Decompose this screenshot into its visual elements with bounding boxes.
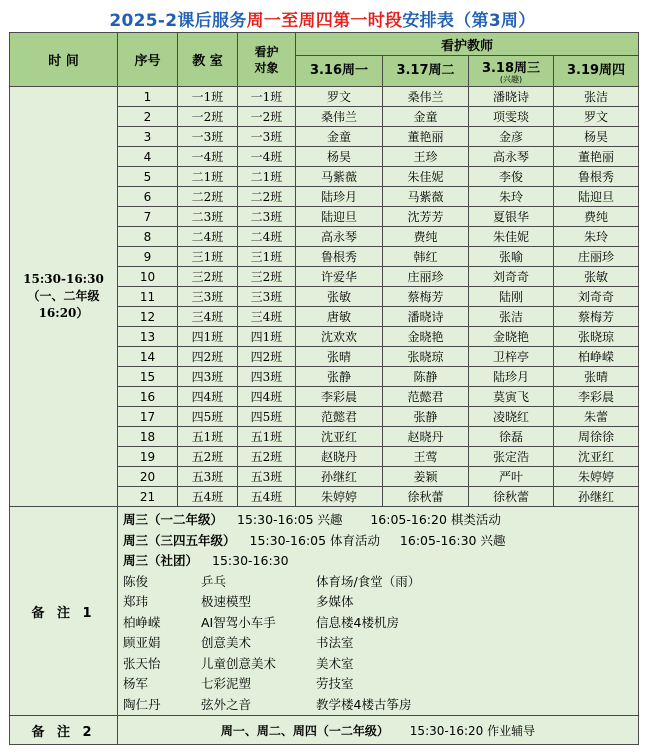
row-teacher: 张敏 bbox=[554, 267, 639, 287]
row-classroom: 三1班 bbox=[178, 247, 238, 267]
row-classroom: 一4班 bbox=[178, 147, 238, 167]
title-part1: 2025-2课后服务 bbox=[109, 11, 247, 31]
row-number: 2 bbox=[118, 107, 178, 127]
row-teacher: 罗文 bbox=[296, 87, 383, 107]
row-teacher: 桑伟兰 bbox=[383, 87, 469, 107]
row-teacher: 许爱华 bbox=[296, 267, 383, 287]
header-care-target bbox=[238, 33, 296, 87]
row-number: 21 bbox=[118, 487, 178, 507]
row-teacher: 夏银华 bbox=[469, 207, 554, 227]
club-name: AI智驾小车手 bbox=[201, 614, 276, 630]
row-classroom: 四3班 bbox=[178, 367, 238, 387]
row-teacher: 潘晓诗 bbox=[383, 307, 469, 327]
row-teacher: 李俊 bbox=[469, 167, 554, 187]
row-classroom: 二1班 bbox=[178, 167, 238, 187]
row-classroom: 一1班 bbox=[178, 87, 238, 107]
row-teacher: 杨昊 bbox=[296, 147, 383, 167]
table-row bbox=[10, 87, 639, 107]
club-item bbox=[123, 572, 633, 593]
row-number: 6 bbox=[118, 187, 178, 207]
club-place: 教学楼4楼古筝房 bbox=[316, 696, 412, 712]
club-name: 弦外之音 bbox=[201, 696, 252, 712]
row-number: 15 bbox=[118, 367, 178, 387]
row-care-target: 四2班 bbox=[238, 347, 296, 367]
row-teacher: 庄丽珍 bbox=[383, 267, 469, 287]
row-teacher: 费纯 bbox=[554, 207, 639, 227]
schedule-rows bbox=[10, 87, 639, 507]
row-teacher: 张敏 bbox=[296, 287, 383, 307]
row-teacher: 朱佳妮 bbox=[469, 227, 554, 247]
row-classroom: 三2班 bbox=[178, 267, 238, 287]
row-care-target: 五4班 bbox=[238, 487, 296, 507]
row-number: 10 bbox=[118, 267, 178, 287]
row-teacher: 庄丽珍 bbox=[554, 247, 639, 267]
row-teacher: 金童 bbox=[383, 107, 469, 127]
row-number: 12 bbox=[118, 307, 178, 327]
note1-line-text: 15:30-16:05 体育活动 16:05-16:30 兴趣 bbox=[249, 532, 506, 548]
row-teacher: 沈亚红 bbox=[296, 427, 383, 447]
club-place: 信息楼4楼机房 bbox=[316, 614, 399, 630]
row-care-target: 四3班 bbox=[238, 367, 296, 387]
row-teacher: 朱婷婷 bbox=[296, 487, 383, 507]
row-care-target: 四1班 bbox=[238, 327, 296, 347]
row-care-target: 二1班 bbox=[238, 167, 296, 187]
row-teacher: 高永琴 bbox=[469, 147, 554, 167]
row-teacher: 马紫薇 bbox=[383, 187, 469, 207]
row-teacher: 徐秋蕾 bbox=[469, 487, 554, 507]
club-place: 体育场/食堂（雨） bbox=[316, 573, 421, 589]
row-care-target: 一1班 bbox=[238, 87, 296, 107]
club-place: 多媒体 bbox=[316, 594, 354, 609]
row-teacher: 项雯琰 bbox=[469, 107, 554, 127]
row-teacher: 张喻 bbox=[469, 247, 554, 267]
row-care-target: 三3班 bbox=[238, 287, 296, 307]
club-teacher: 杨军 bbox=[123, 676, 149, 691]
row-teacher: 陈静 bbox=[383, 367, 469, 387]
club-item bbox=[123, 592, 633, 613]
row-teacher: 金晓艳 bbox=[383, 327, 469, 347]
header-day-thu bbox=[554, 56, 639, 87]
row-teacher: 朱蕾 bbox=[554, 407, 639, 427]
row-care-target: 五1班 bbox=[238, 427, 296, 447]
row-care-target: 五3班 bbox=[238, 467, 296, 487]
row-teacher: 金晓艳 bbox=[469, 327, 554, 347]
row-number: 3 bbox=[118, 127, 178, 147]
row-number: 9 bbox=[118, 247, 178, 267]
row-number: 1 bbox=[118, 87, 178, 107]
row-classroom: 二2班 bbox=[178, 187, 238, 207]
club-place: 美术室 bbox=[316, 655, 354, 671]
row-teacher: 孙继红 bbox=[296, 467, 383, 487]
row-teacher: 王莺 bbox=[383, 447, 469, 467]
row-number: 18 bbox=[118, 427, 178, 447]
row-teacher: 张洁 bbox=[469, 307, 554, 327]
row-teacher: 李彩晨 bbox=[296, 387, 383, 407]
header-care-target-text: 看护对象 bbox=[254, 44, 279, 75]
club-teacher: 柏峥嵘 bbox=[123, 614, 161, 630]
row-teacher: 桑伟兰 bbox=[296, 107, 383, 127]
club-item bbox=[123, 613, 633, 634]
club-item bbox=[123, 695, 633, 716]
club-place: 书法室 bbox=[316, 635, 354, 650]
row-teacher: 李彩晨 bbox=[554, 387, 639, 407]
club-item bbox=[123, 654, 633, 675]
row-teacher: 沈芳芳 bbox=[383, 207, 469, 227]
header-day-tue bbox=[383, 56, 469, 87]
row-teacher: 鲁根秀 bbox=[554, 167, 639, 187]
row-classroom: 一2班 bbox=[178, 107, 238, 127]
row-teacher: 金彦 bbox=[469, 127, 554, 147]
row-teacher: 蔡梅芳 bbox=[554, 307, 639, 327]
row-teacher: 徐磊 bbox=[469, 427, 554, 447]
header-row-1 bbox=[10, 33, 639, 56]
row-care-target: 四5班 bbox=[238, 407, 296, 427]
row-number: 4 bbox=[118, 147, 178, 167]
note2-text: 15:30-16:20 作业辅导 bbox=[409, 723, 536, 738]
header-time: 时 间 bbox=[10, 33, 118, 87]
header-classroom: 教 室 bbox=[178, 33, 238, 87]
row-classroom: 五2班 bbox=[178, 447, 238, 467]
row-teacher: 朱佳妮 bbox=[383, 167, 469, 187]
note1-line-head: 周三（三四五年级） bbox=[123, 532, 236, 548]
row-teacher: 张洁 bbox=[554, 87, 639, 107]
row-teacher: 张晴 bbox=[554, 367, 639, 387]
row-care-target: 三2班 bbox=[238, 267, 296, 287]
note1-line-head: 周三（社团） bbox=[123, 553, 199, 568]
club-item bbox=[123, 633, 633, 654]
row-number: 7 bbox=[118, 207, 178, 227]
time-slot-line3: 16:20） bbox=[38, 306, 89, 320]
day-note: (兴趣) bbox=[499, 74, 523, 84]
row-care-target: 三1班 bbox=[238, 247, 296, 267]
row-teacher: 杨昊 bbox=[554, 127, 639, 147]
row-teacher: 韩红 bbox=[383, 247, 469, 267]
row-teacher: 沈亚红 bbox=[554, 447, 639, 467]
row-care-target: 四4班 bbox=[238, 387, 296, 407]
club-teacher: 陈俊 bbox=[123, 573, 149, 589]
row-number: 8 bbox=[118, 227, 178, 247]
note1-line bbox=[123, 510, 633, 531]
row-care-target: 五2班 bbox=[238, 447, 296, 467]
row-number: 14 bbox=[118, 347, 178, 367]
row-teacher: 莫寅飞 bbox=[469, 387, 554, 407]
row-classroom: 五4班 bbox=[178, 487, 238, 507]
row-number: 11 bbox=[118, 287, 178, 307]
row-teacher: 陆迎旦 bbox=[296, 207, 383, 227]
day-label: 3.17周二 bbox=[396, 63, 455, 78]
row-teacher: 刘奇奇 bbox=[554, 287, 639, 307]
time-slot bbox=[10, 87, 118, 507]
title-part2: 周一至周四第一时段 bbox=[246, 11, 403, 31]
row-teacher: 陆迎旦 bbox=[554, 187, 639, 207]
row-teacher: 张静 bbox=[383, 407, 469, 427]
row-teacher: 蔡梅芳 bbox=[383, 287, 469, 307]
row-teacher: 孙继红 bbox=[554, 487, 639, 507]
row-teacher: 罗文 bbox=[554, 107, 639, 127]
row-care-target: 一4班 bbox=[238, 147, 296, 167]
row-classroom: 四4班 bbox=[178, 387, 238, 407]
header-day-mon bbox=[296, 56, 383, 87]
header-seq: 序号 bbox=[118, 33, 178, 87]
row-number: 17 bbox=[118, 407, 178, 427]
row-teacher: 周徐徐 bbox=[554, 427, 639, 447]
row-classroom: 四1班 bbox=[178, 327, 238, 347]
note2-row bbox=[10, 716, 639, 745]
row-teacher: 张晓琼 bbox=[383, 347, 469, 367]
header-day-wed bbox=[469, 56, 554, 87]
row-teacher: 朱玲 bbox=[554, 227, 639, 247]
club-name: 儿童创意美术 bbox=[201, 655, 277, 671]
club-teacher: 张天怡 bbox=[123, 655, 161, 671]
day-label: 3.19周四 bbox=[566, 63, 626, 78]
club-place: 劳技室 bbox=[316, 676, 354, 691]
note1-row bbox=[10, 507, 639, 716]
row-teacher: 高永琴 bbox=[296, 227, 383, 247]
header-teachers: 看护教师 bbox=[296, 33, 639, 56]
club-item bbox=[123, 674, 633, 695]
club-teacher: 郑玮 bbox=[123, 594, 149, 609]
row-number: 19 bbox=[118, 447, 178, 467]
row-care-target: 二3班 bbox=[238, 207, 296, 227]
row-classroom: 五1班 bbox=[178, 427, 238, 447]
row-teacher: 王珍 bbox=[383, 147, 469, 167]
row-teacher: 张晴 bbox=[296, 347, 383, 367]
row-teacher: 金童 bbox=[296, 127, 383, 147]
row-care-target: 一3班 bbox=[238, 127, 296, 147]
day-label: 3.16周一 bbox=[309, 63, 369, 78]
title-part3: 安排表（第3周） bbox=[402, 11, 536, 31]
note1-line bbox=[123, 551, 633, 572]
row-number: 5 bbox=[118, 167, 178, 187]
row-teacher: 范懿君 bbox=[383, 387, 469, 407]
row-teacher: 马紫薇 bbox=[296, 167, 383, 187]
time-slot-line2: （一、二年级 bbox=[27, 289, 100, 303]
note2-head: 周一、周二、周四（一二年级） bbox=[220, 723, 389, 738]
club-name: 极速模型 bbox=[201, 594, 252, 609]
row-care-target: 二4班 bbox=[238, 227, 296, 247]
note2-content bbox=[118, 716, 639, 745]
row-teacher: 赵晓丹 bbox=[383, 427, 469, 447]
row-teacher: 凌晓红 bbox=[469, 407, 554, 427]
row-teacher: 董艳丽 bbox=[383, 127, 469, 147]
row-teacher: 潘晓诗 bbox=[469, 87, 554, 107]
row-teacher: 唐敏 bbox=[296, 307, 383, 327]
row-classroom: 四5班 bbox=[178, 407, 238, 427]
note1-line-text: 15:30-16:30 bbox=[212, 553, 289, 568]
row-teacher: 陆珍月 bbox=[296, 187, 383, 207]
note1-line-head: 周三（一二年级） bbox=[123, 512, 224, 527]
row-number: 13 bbox=[118, 327, 178, 347]
row-teacher: 朱玲 bbox=[469, 187, 554, 207]
club-name: 七彩泥塑 bbox=[201, 676, 252, 691]
row-teacher: 鲁根秀 bbox=[296, 247, 383, 267]
row-teacher: 张晓琼 bbox=[554, 327, 639, 347]
row-classroom: 二3班 bbox=[178, 207, 238, 227]
note1-line bbox=[123, 531, 633, 552]
note1-line-text: 15:30-16:05 兴趣 16:05-16:20 棋类活动 bbox=[237, 512, 501, 527]
club-name: 创意美术 bbox=[201, 635, 252, 650]
row-classroom: 五3班 bbox=[178, 467, 238, 487]
row-teacher: 陆刚 bbox=[469, 287, 554, 307]
club-teacher: 顾亚娟 bbox=[123, 635, 161, 650]
row-teacher: 张定浩 bbox=[469, 447, 554, 467]
row-teacher: 张静 bbox=[296, 367, 383, 387]
club-name: 乒乓 bbox=[201, 573, 227, 589]
row-teacher: 董艳丽 bbox=[554, 147, 639, 167]
time-slot-line1: 15:30-16:30 bbox=[23, 272, 104, 286]
row-teacher: 卫梓亭 bbox=[469, 347, 554, 367]
row-teacher: 刘奇奇 bbox=[469, 267, 554, 287]
row-teacher: 徐秋蕾 bbox=[383, 487, 469, 507]
row-teacher: 朱婷婷 bbox=[554, 467, 639, 487]
row-teacher: 赵晓丹 bbox=[296, 447, 383, 467]
note1-label: 备 注 1 bbox=[10, 507, 118, 716]
club-teacher: 陶仁丹 bbox=[123, 696, 161, 712]
note1-content bbox=[118, 507, 639, 716]
row-teacher: 范懿君 bbox=[296, 407, 383, 427]
row-teacher: 柏峥嵘 bbox=[554, 347, 639, 367]
row-classroom: 三4班 bbox=[178, 307, 238, 327]
row-care-target: 三4班 bbox=[238, 307, 296, 327]
row-classroom: 二4班 bbox=[178, 227, 238, 247]
row-teacher: 严叶 bbox=[469, 467, 554, 487]
row-care-target: 二2班 bbox=[238, 187, 296, 207]
row-care-target: 一2班 bbox=[238, 107, 296, 127]
page-title bbox=[0, 6, 645, 31]
row-teacher: 费纯 bbox=[383, 227, 469, 247]
row-number: 20 bbox=[118, 467, 178, 487]
row-teacher: 陆珍月 bbox=[469, 367, 554, 387]
day-label: 3.18周三 bbox=[481, 60, 541, 76]
note2-label: 备 注 2 bbox=[10, 716, 118, 745]
row-classroom: 一3班 bbox=[178, 127, 238, 147]
row-classroom: 三3班 bbox=[178, 287, 238, 307]
row-teacher: 姜颖 bbox=[383, 467, 469, 487]
row-teacher: 沈欢欢 bbox=[296, 327, 383, 347]
row-number: 16 bbox=[118, 387, 178, 407]
schedule-table bbox=[9, 32, 639, 745]
row-classroom: 四2班 bbox=[178, 347, 238, 367]
